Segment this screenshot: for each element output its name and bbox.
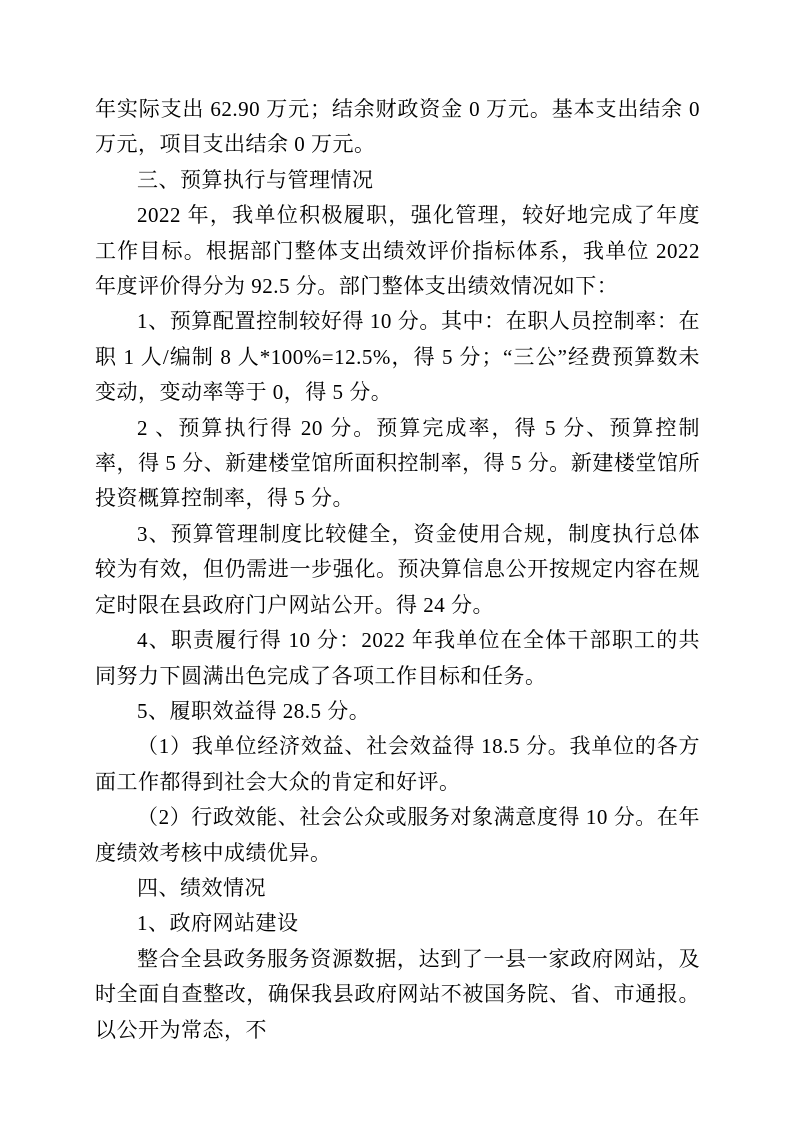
paragraph-overall-score: 2022 年，我单位积极履职，强化管理，较好地完成了年度工作目标。根据部门整体支出绩效评价指标体系，我单位 2022 年度评价得分为 92.5 分。部门整体支出绩效情况如下： — [95, 203, 700, 299]
paragraph-item-4-duty-performance: 4、职责履行得 10 分：2022 年我单位在全体干部职工的共同努力下圆满出色完成了各项工作目标和任务。 — [95, 628, 700, 688]
paragraph-item-3-budget-management: 3、预算管理制度比较健全，资金使用合规，制度执行总体较为有效，但仍需进一步强化。预决算信息公开按规定内容在规定时限在县政府门户网站公开。得 24 分。 — [95, 521, 700, 617]
paragraph-budget-balance-continuation: 年实际支出 62.90 万元；结余财政资金 0 万元。基本支出结余 0 万元，项目支出结余 0 万元。 — [95, 97, 700, 157]
paragraph-item-5-performance-benefit: 5、履职效益得 28.5 分。 — [137, 698, 371, 723]
paragraph-item-1-budget-allocation: 1、预算配置控制较好得 10 分。其中：在职人员控制率：在职 1 人/编制 8 人*100%=12.5%，得 5 分；“三公”经费预算数未变动，变动率等于 0，得 5 分。 — [95, 309, 700, 405]
sub-heading-gov-website: 1、政府网站建设 — [137, 911, 299, 936]
section-heading-3: 三、预算执行与管理情况 — [137, 167, 374, 192]
paragraph-gov-website-detail: 整合全县政务服务资源数据，达到了一县一家政府网站，及时全面自查整改，确保我县政府网站不被国务院、省、市通报。以公开为常态，不 — [95, 946, 700, 1042]
paragraph-item-5-2-satisfaction: （2）行政效能、社会公众或服务对象满意度得 10 分。在年度绩效考核中成绩优异。 — [95, 805, 700, 865]
section-heading-4: 四、绩效情况 — [137, 875, 266, 900]
paragraph-item-2-budget-execution: 2 、预算执行得 20 分。预算完成率，得 5 分、预算控制率，得 5 分、新建楼堂馆所面积控制率，得 5 分。新建楼堂馆所投资概算控制率，得 5 分。 — [95, 415, 700, 511]
document-body — [95, 92, 700, 1048]
paragraph-item-5-1-economic-social-benefit: （1）我单位经济效益、社会效益得 18.5 分。我单位的各方面工作都得到社会大众的肯定和好评。 — [95, 734, 700, 794]
